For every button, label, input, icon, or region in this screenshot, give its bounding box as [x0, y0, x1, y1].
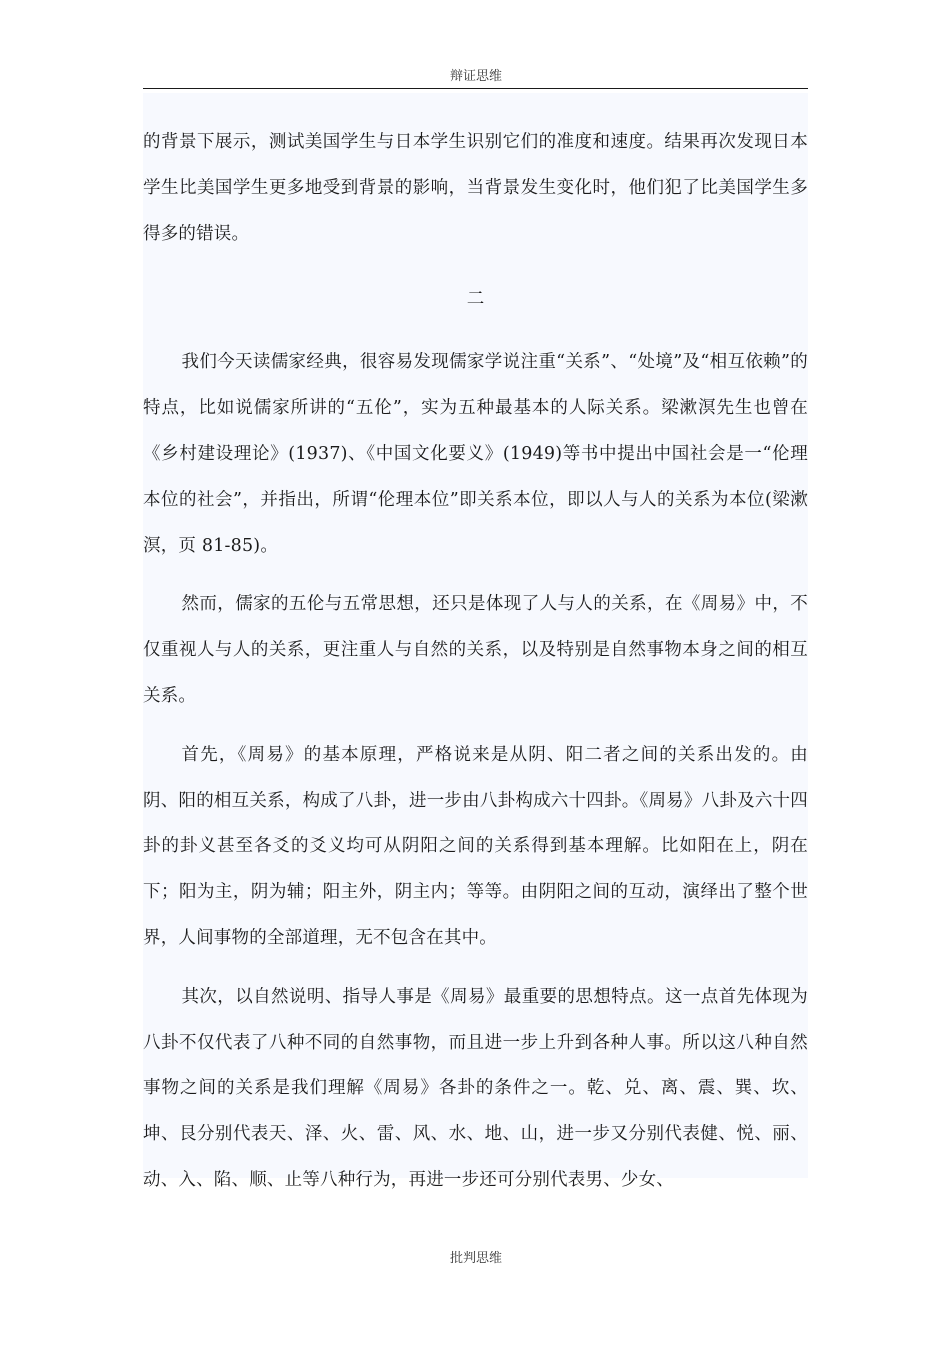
- paragraph-yin-yang: 首先，《周易》的基本原理，严格说来是从阴、阳二者之间的关系出发的。由阴、阳的相互关系，构成了八卦，进一步由八卦构成六十四卦。《周易》八卦及六十四卦的卦义甚至各爻的爻义均可从阴阳之间的关系得到基本理解。比如阳在上，阴在下；阳为主，阴为辅；阳主外，阴主内；等等。由阴阳之间的互动，演绎出了整个世界，人间事物的全部道理，无不包含在其中。: [143, 744, 808, 948]
- page-footer-title: 批判思维: [449, 1251, 502, 1266]
- paragraph-confucian-relations: 我们今天读儒家经典，很容易发现儒家学说注重“关系”、“处境”及“相互依赖”的特点，比如说儒家所讲的“五伦”，实为五种最基本的人际关系。梁漱溟先生也曾在《乡村建设理论》(1937)、《中国文化要义》(1949)等书中提出中国社会是一“伦理本位的社会”，并指出，所谓“伦理本位”即关系本位，即以人与人的关系为本位(梁漱溟，页 81-85)。: [143, 352, 808, 556]
- paragraph-nature-human-affairs: 其次，以自然说明、指导人事是《周易》最重要的思想特点。这一点首先体现为八卦不仅代表了八种不同的自然事物，而且进一步上升到各种人事。所以这八种自然事物之间的关系是我们理解《周易》各卦的条件之一。乾、兑、离、震、巽、坎、坤、艮分别代表天、泽、火、雷、风、水、地、山，进一步又分别代表健、悦、丽、动、入、陷、顺、止等八种行为，再进一步还可分别代表男、少女、: [143, 986, 808, 1190]
- page-header-title: 辩证思维: [449, 69, 502, 84]
- document-body: [143, 120, 808, 1204]
- paragraph-zhouyi-intro: 然而，儒家的五伦与五常思想，还只是体现了人与人的关系，在《周易》中，不仅重视人与人的关系，更注重人与自然的关系，以及特别是自然事物本身之间的相互关系。: [143, 594, 808, 706]
- paragraph-continued: 的背景下展示，测试美国学生与日本学生识别它们的准度和速度。结果再次发现日本学生比美国学生更多地受到背景的影响，当背景发生变化时，他们犯了比美国学生多得多的错误。: [143, 132, 808, 244]
- header-divider: [143, 88, 808, 89]
- section-number: 二: [466, 289, 485, 310]
